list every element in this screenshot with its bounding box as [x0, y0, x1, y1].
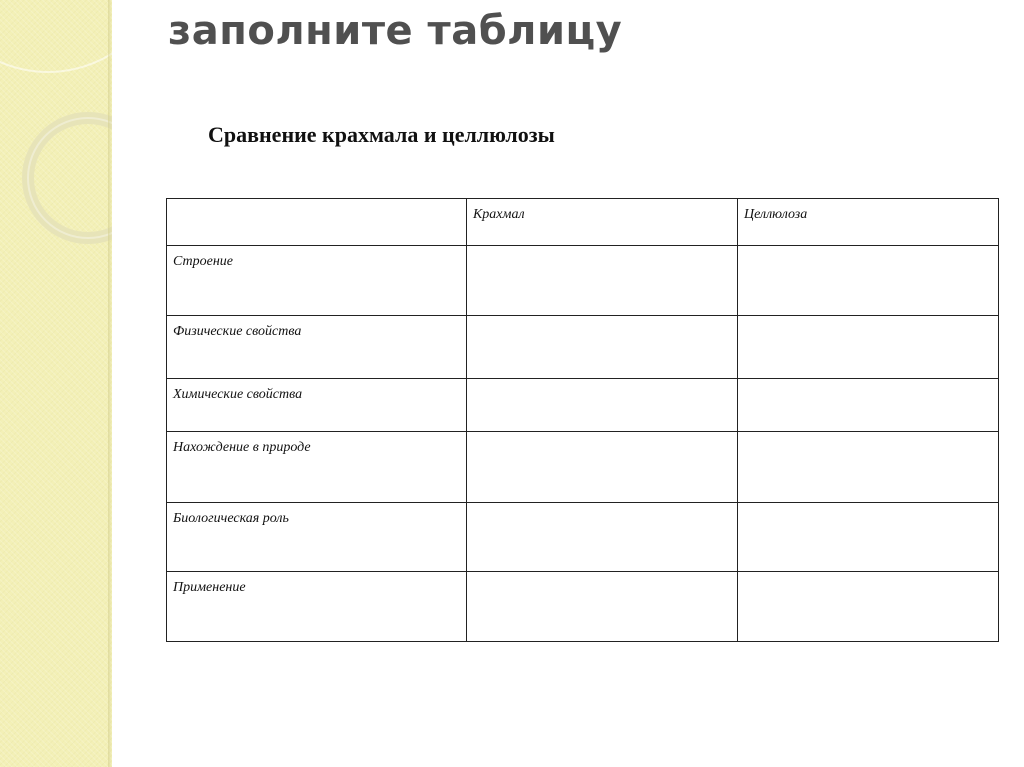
cell-cellulose[interactable]	[738, 246, 999, 316]
cell-cellulose[interactable]	[738, 316, 999, 379]
table-row	[167, 246, 999, 316]
cell-starch[interactable]	[467, 246, 738, 316]
row-label: Химические свойства	[167, 379, 467, 432]
row-label: Нахождение в природе	[167, 432, 467, 503]
decorative-circles	[0, 0, 112, 767]
cell-cellulose[interactable]	[738, 379, 999, 432]
row-label: Строение	[167, 246, 467, 316]
table-row	[167, 432, 999, 503]
decor-circle-large	[0, 0, 112, 72]
table-row	[167, 316, 999, 379]
cell-starch[interactable]	[467, 572, 738, 642]
cell-starch[interactable]	[467, 316, 738, 379]
comparison-table	[166, 198, 999, 642]
table-row	[167, 503, 999, 572]
cell-starch[interactable]	[467, 432, 738, 503]
row-label: Физические свойства	[167, 316, 467, 379]
row-label: Применение	[167, 572, 467, 642]
cell-cellulose[interactable]	[738, 572, 999, 642]
header-cell-starch: Крахмал	[467, 199, 738, 246]
cell-cellulose[interactable]	[738, 432, 999, 503]
slide-title: заполните таблицу	[168, 8, 623, 54]
decorative-sidebar	[0, 0, 112, 767]
cell-starch[interactable]	[467, 503, 738, 572]
table-row	[167, 572, 999, 642]
cell-starch[interactable]	[467, 379, 738, 432]
header-cell-empty	[167, 199, 467, 246]
table-row	[167, 379, 999, 432]
table-header-row	[167, 199, 999, 246]
table-caption: Сравнение крахмала и целлюлозы	[208, 122, 555, 147]
sidebar-edge	[108, 0, 112, 767]
cell-cellulose[interactable]	[738, 503, 999, 572]
header-cell-cellulose: Целлюлоза	[738, 199, 999, 246]
decor-circle-ring	[28, 118, 112, 238]
row-label: Биологическая роль	[167, 503, 467, 572]
